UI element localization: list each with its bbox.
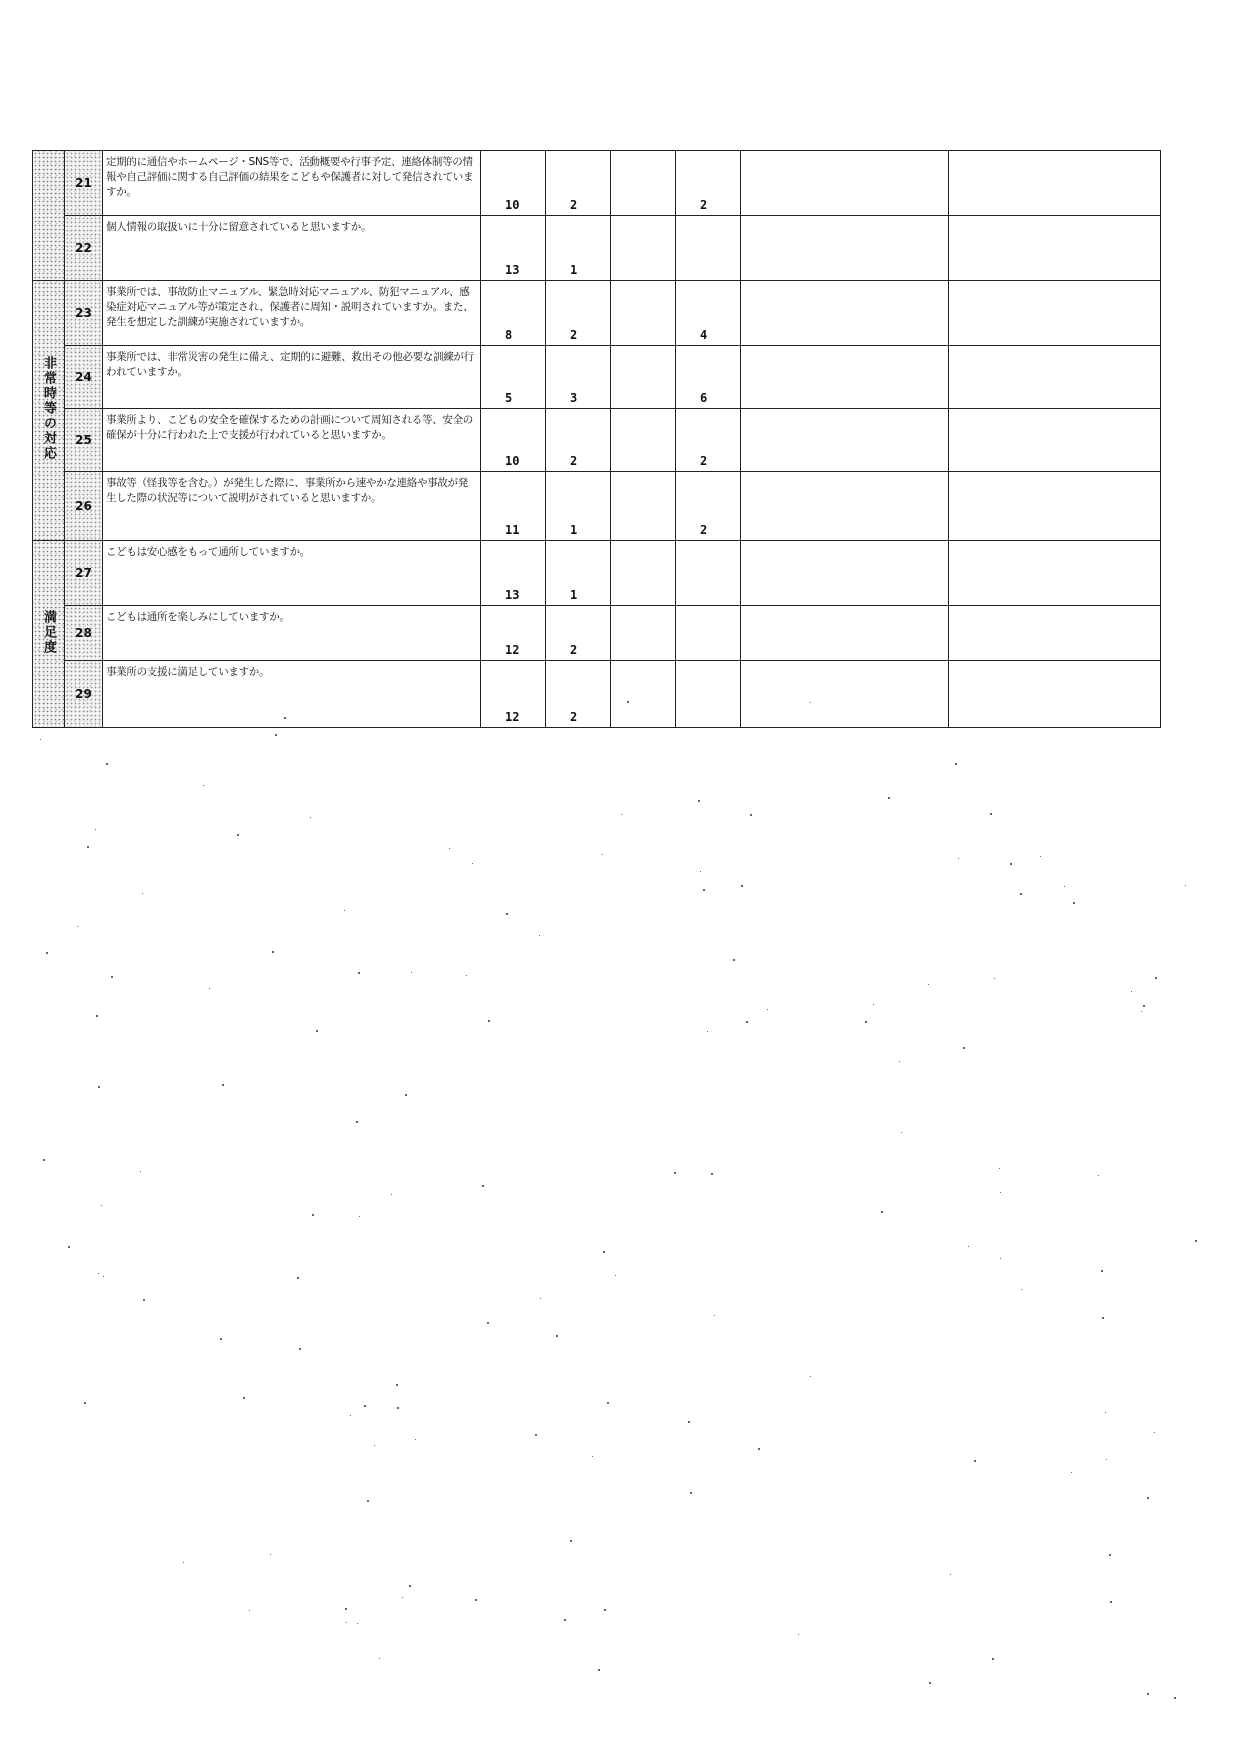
scan-speck [1147,1693,1149,1695]
scan-speck [963,1047,965,1049]
survey-results-table [32,150,1161,728]
scan-speck [968,1246,969,1247]
scan-speck [929,1682,931,1684]
scan-speck [357,1623,358,1624]
scan-speck [344,910,345,911]
question-number: 29 [65,661,103,728]
scan-speck [466,975,467,976]
comment-cell [741,541,949,606]
scan-speck [87,846,89,848]
question-text: こどもは通所を楽しみにしていますか。 [103,606,481,661]
scan-speck [222,1084,224,1086]
comment-cell [741,281,949,346]
scan-speck [284,717,286,719]
scan-speck [40,739,41,740]
scan-speck [958,858,959,859]
scan-speck [592,1456,593,1457]
scan-speck [316,1030,318,1032]
scan-speck [1101,1270,1103,1272]
answer-somewhat-count: 2 [546,606,611,661]
question-text: 事業所では、非常災害の発生に備え、定期的に避難、救出その他必要な訓練が行われていますか。 [103,346,481,409]
scan-speck [379,1658,380,1659]
scan-speck [488,1020,490,1022]
scan-speck [690,1492,692,1494]
scan-speck [472,863,473,864]
scan-speck [1000,1192,1001,1193]
scan-speck [1071,1472,1072,1473]
table-row [33,409,1161,472]
scan-speck [46,952,48,954]
scan-speck [243,1397,245,1399]
question-number: 22 [65,216,103,281]
scan-speck [688,1421,690,1423]
scan-speck [220,1338,222,1340]
scan-speck [1195,1240,1197,1242]
scan-speck [1147,1497,1149,1499]
answer-somewhat-count: 3 [546,346,611,409]
scan-speck [345,1608,347,1610]
scan-speck [674,1172,676,1174]
comment-cell [741,606,949,661]
scan-speck [992,1658,994,1660]
scan-speck [346,1622,347,1623]
answer-no-count [611,346,676,409]
scan-speck [143,1299,145,1301]
scan-speck [607,1402,609,1404]
scan-speck [95,829,96,830]
answer-somewhat-count: 2 [546,151,611,216]
question-text: 事業所の支援に満足していますか。 [103,661,481,728]
scan-speck [621,814,622,815]
scan-speck [98,1086,100,1088]
scan-speck [990,813,992,815]
scan-speck [297,1277,299,1279]
scan-speck [103,1276,104,1277]
category-label: 非常時等の対応 [41,356,56,461]
scan-speck [358,972,360,974]
scan-speck [535,1434,537,1436]
answer-yes-count: 5 [481,346,546,409]
category-label: 満足度 [41,609,56,655]
scan-speck [111,976,113,978]
answer-no-count [611,216,676,281]
answer-unknown-count: 2 [676,151,741,216]
comment-cell [741,661,949,728]
question-text: こどもは安心感をもって通所していますか。 [103,541,481,606]
scan-speck [98,1273,99,1274]
scan-speck [96,1015,98,1017]
scan-speck [888,797,890,799]
comment-cell [741,216,949,281]
scan-speck [1109,1554,1111,1556]
answer-somewhat-count: 1 [546,472,611,541]
scan-speck [391,1194,392,1195]
scan-speck [564,1619,566,1621]
scan-speck [1102,1317,1104,1319]
scan-speck [411,972,412,973]
scan-speck [482,1185,484,1187]
scan-speck [1154,1432,1155,1433]
scan-speck [711,1173,713,1175]
answer-unknown-count: 2 [676,409,741,472]
scan-speck [994,978,995,979]
scan-speck [881,1211,883,1213]
scan-speck [1040,856,1041,857]
scan-speck [714,1315,715,1316]
scan-speck [356,1121,358,1123]
scan-speck [364,1405,366,1407]
answer-yes-count: 10 [481,409,546,472]
table-row [33,606,1161,661]
response-cell [949,409,1161,472]
scan-speck [142,893,143,894]
answer-yes-count: 11 [481,472,546,541]
response-cell [949,661,1161,728]
scan-speck [767,1009,768,1010]
question-number: 28 [65,606,103,661]
scan-speck [570,1540,572,1542]
response-cell [949,281,1161,346]
answer-unknown-count [676,606,741,661]
scan-speck [703,889,705,891]
scan-speck [68,1246,70,1248]
scan-speck [449,848,450,849]
scan-speck [405,1094,407,1096]
answer-unknown-count: 2 [676,472,741,541]
scan-speck [1000,1258,1001,1259]
answer-unknown-count: 6 [676,346,741,409]
scan-speck [865,1021,867,1023]
question-number: 23 [65,281,103,346]
scan-speck [707,1031,708,1032]
scan-speck [602,854,603,855]
scan-speck [873,1004,874,1005]
scan-speck [974,1460,976,1462]
scan-speck [955,763,957,765]
scan-speck [359,1216,360,1217]
comment-cell [741,151,949,216]
answer-unknown-count: 4 [676,281,741,346]
scan-speck [106,763,108,765]
response-cell [949,541,1161,606]
answer-no-count [611,606,676,661]
scan-speck [1155,977,1157,979]
scan-speck [209,988,210,989]
scan-speck [733,959,735,961]
answer-yes-count: 13 [481,541,546,606]
scan-speck [203,785,204,786]
scan-speck [1110,1601,1112,1603]
comment-cell [741,409,949,472]
table-row [33,541,1161,606]
scan-speck [1020,893,1022,895]
scan-speck [598,1669,600,1671]
scan-speck [396,1384,398,1386]
scan-speck [397,1407,399,1409]
response-cell [949,216,1161,281]
scan-speck [901,1132,902,1133]
scan-speck [475,1599,477,1601]
scan-speck [312,1214,314,1216]
scan-speck [539,935,540,936]
scan-speck [1185,885,1186,886]
answer-somewhat-count: 1 [546,541,611,606]
scan-speck [950,1574,951,1575]
scan-speck [928,984,929,985]
scan-speck [506,913,508,915]
answer-yes-count: 12 [481,606,546,661]
scan-speck [77,926,78,927]
answer-no-count [611,541,676,606]
scan-speck [1010,863,1012,865]
scan-speck [402,1597,403,1598]
table-row [33,661,1161,728]
answer-somewhat-count: 2 [546,409,611,472]
scan-speck [1141,1011,1142,1012]
scan-speck [741,885,743,887]
scan-speck [999,1168,1000,1169]
scan-speck [746,1021,748,1023]
scan-speck [299,1348,301,1350]
scan-speck [700,871,701,872]
scan-speck [237,834,239,836]
scan-speck [310,817,311,818]
question-number: 27 [65,541,103,606]
answer-no-count [611,472,676,541]
scan-speck [367,1500,369,1502]
question-number: 26 [65,472,103,541]
scan-speck [101,1205,102,1206]
scan-speck [750,814,752,816]
scan-speck [84,1402,86,1404]
answer-somewhat-count: 1 [546,216,611,281]
scan-speck [556,1335,558,1337]
scan-speck [615,1275,616,1276]
scan-speck [798,1634,799,1635]
table-row [33,151,1161,216]
response-cell [949,346,1161,409]
scan-speck [540,1298,541,1299]
category-cell [33,281,65,541]
question-text: 事業所より、こどもの安全を確保するための計画について周知される等、安全の確保が十分に行われた上で支援が行われていると思いますか。 [103,409,481,472]
scan-speck [899,1061,900,1062]
question-text: 事業所では、事故防止マニュアル、緊急時対応マニュアル、防犯マニュアル、感染症対応マニュアル等が策定され、保護者に周知・説明されていますか。また、発生を想定した訓練が実施されていますか。 [103,281,481,346]
scan-speck [272,951,274,953]
scan-speck [140,1171,141,1172]
answer-somewhat-count: 2 [546,661,611,728]
table-row [33,346,1161,409]
scan-speck [604,1609,606,1611]
scan-speck [270,1554,271,1555]
scan-speck [415,1439,416,1440]
comment-cell [741,472,949,541]
answer-yes-count: 10 [481,151,546,216]
table-row [33,472,1161,541]
scan-speck [249,1610,250,1611]
answer-no-count [611,281,676,346]
response-cell [949,606,1161,661]
category-cell [33,151,65,281]
scan-speck [1098,1175,1099,1176]
question-text: 事故等（怪我等を含む。）が発生した際に、事業所から速やかな連絡や事故が発生した際の状況等について説明がされていると思いますか。 [103,472,481,541]
question-number: 25 [65,409,103,472]
table-row [33,281,1161,346]
question-number: 24 [65,346,103,409]
scan-speck [1073,902,1075,904]
scan-speck [374,1445,375,1446]
answer-unknown-count [676,541,741,606]
scan-speck [810,1376,811,1377]
answer-no-count [611,151,676,216]
scan-speck [350,1415,351,1416]
table-row [33,216,1161,281]
comment-cell [741,346,949,409]
scan-speck [43,1159,45,1161]
question-number: 21 [65,151,103,216]
question-text: 定期的に通信やホームページ・SNS等で、活動概要や行事予定、連絡体制等の情報や自己評価に関する自己評価の結果をこどもや保護者に対して発信されていますか。 [103,151,481,216]
answer-yes-count: 12 [481,661,546,728]
scan-speck [275,734,277,736]
scan-speck [1131,991,1132,992]
scan-speck [698,800,700,802]
scan-speck [810,702,811,703]
question-text: 個人情報の取扱いに十分に留意されていると思いますか。 [103,216,481,281]
answer-unknown-count [676,216,741,281]
scan-speck [1105,1412,1106,1413]
answer-yes-count: 13 [481,216,546,281]
scan-speck [1064,886,1065,887]
scan-speck [603,1251,605,1253]
answer-unknown-count [676,661,741,728]
category-cell [33,541,65,728]
scan-speck [758,1448,760,1450]
scan-speck [1021,1289,1022,1290]
scan-speck [627,701,629,703]
response-cell [949,151,1161,216]
scan-speck [1143,1005,1145,1007]
answer-no-count [611,661,676,728]
scan-speck [1174,1697,1176,1699]
scan-speck [409,1585,411,1587]
answer-somewhat-count: 2 [546,281,611,346]
answer-no-count [611,409,676,472]
scan-speck [1106,1459,1107,1460]
response-cell [949,472,1161,541]
answer-yes-count: 8 [481,281,546,346]
scan-speck [487,1322,489,1324]
scan-speck [183,1562,184,1563]
